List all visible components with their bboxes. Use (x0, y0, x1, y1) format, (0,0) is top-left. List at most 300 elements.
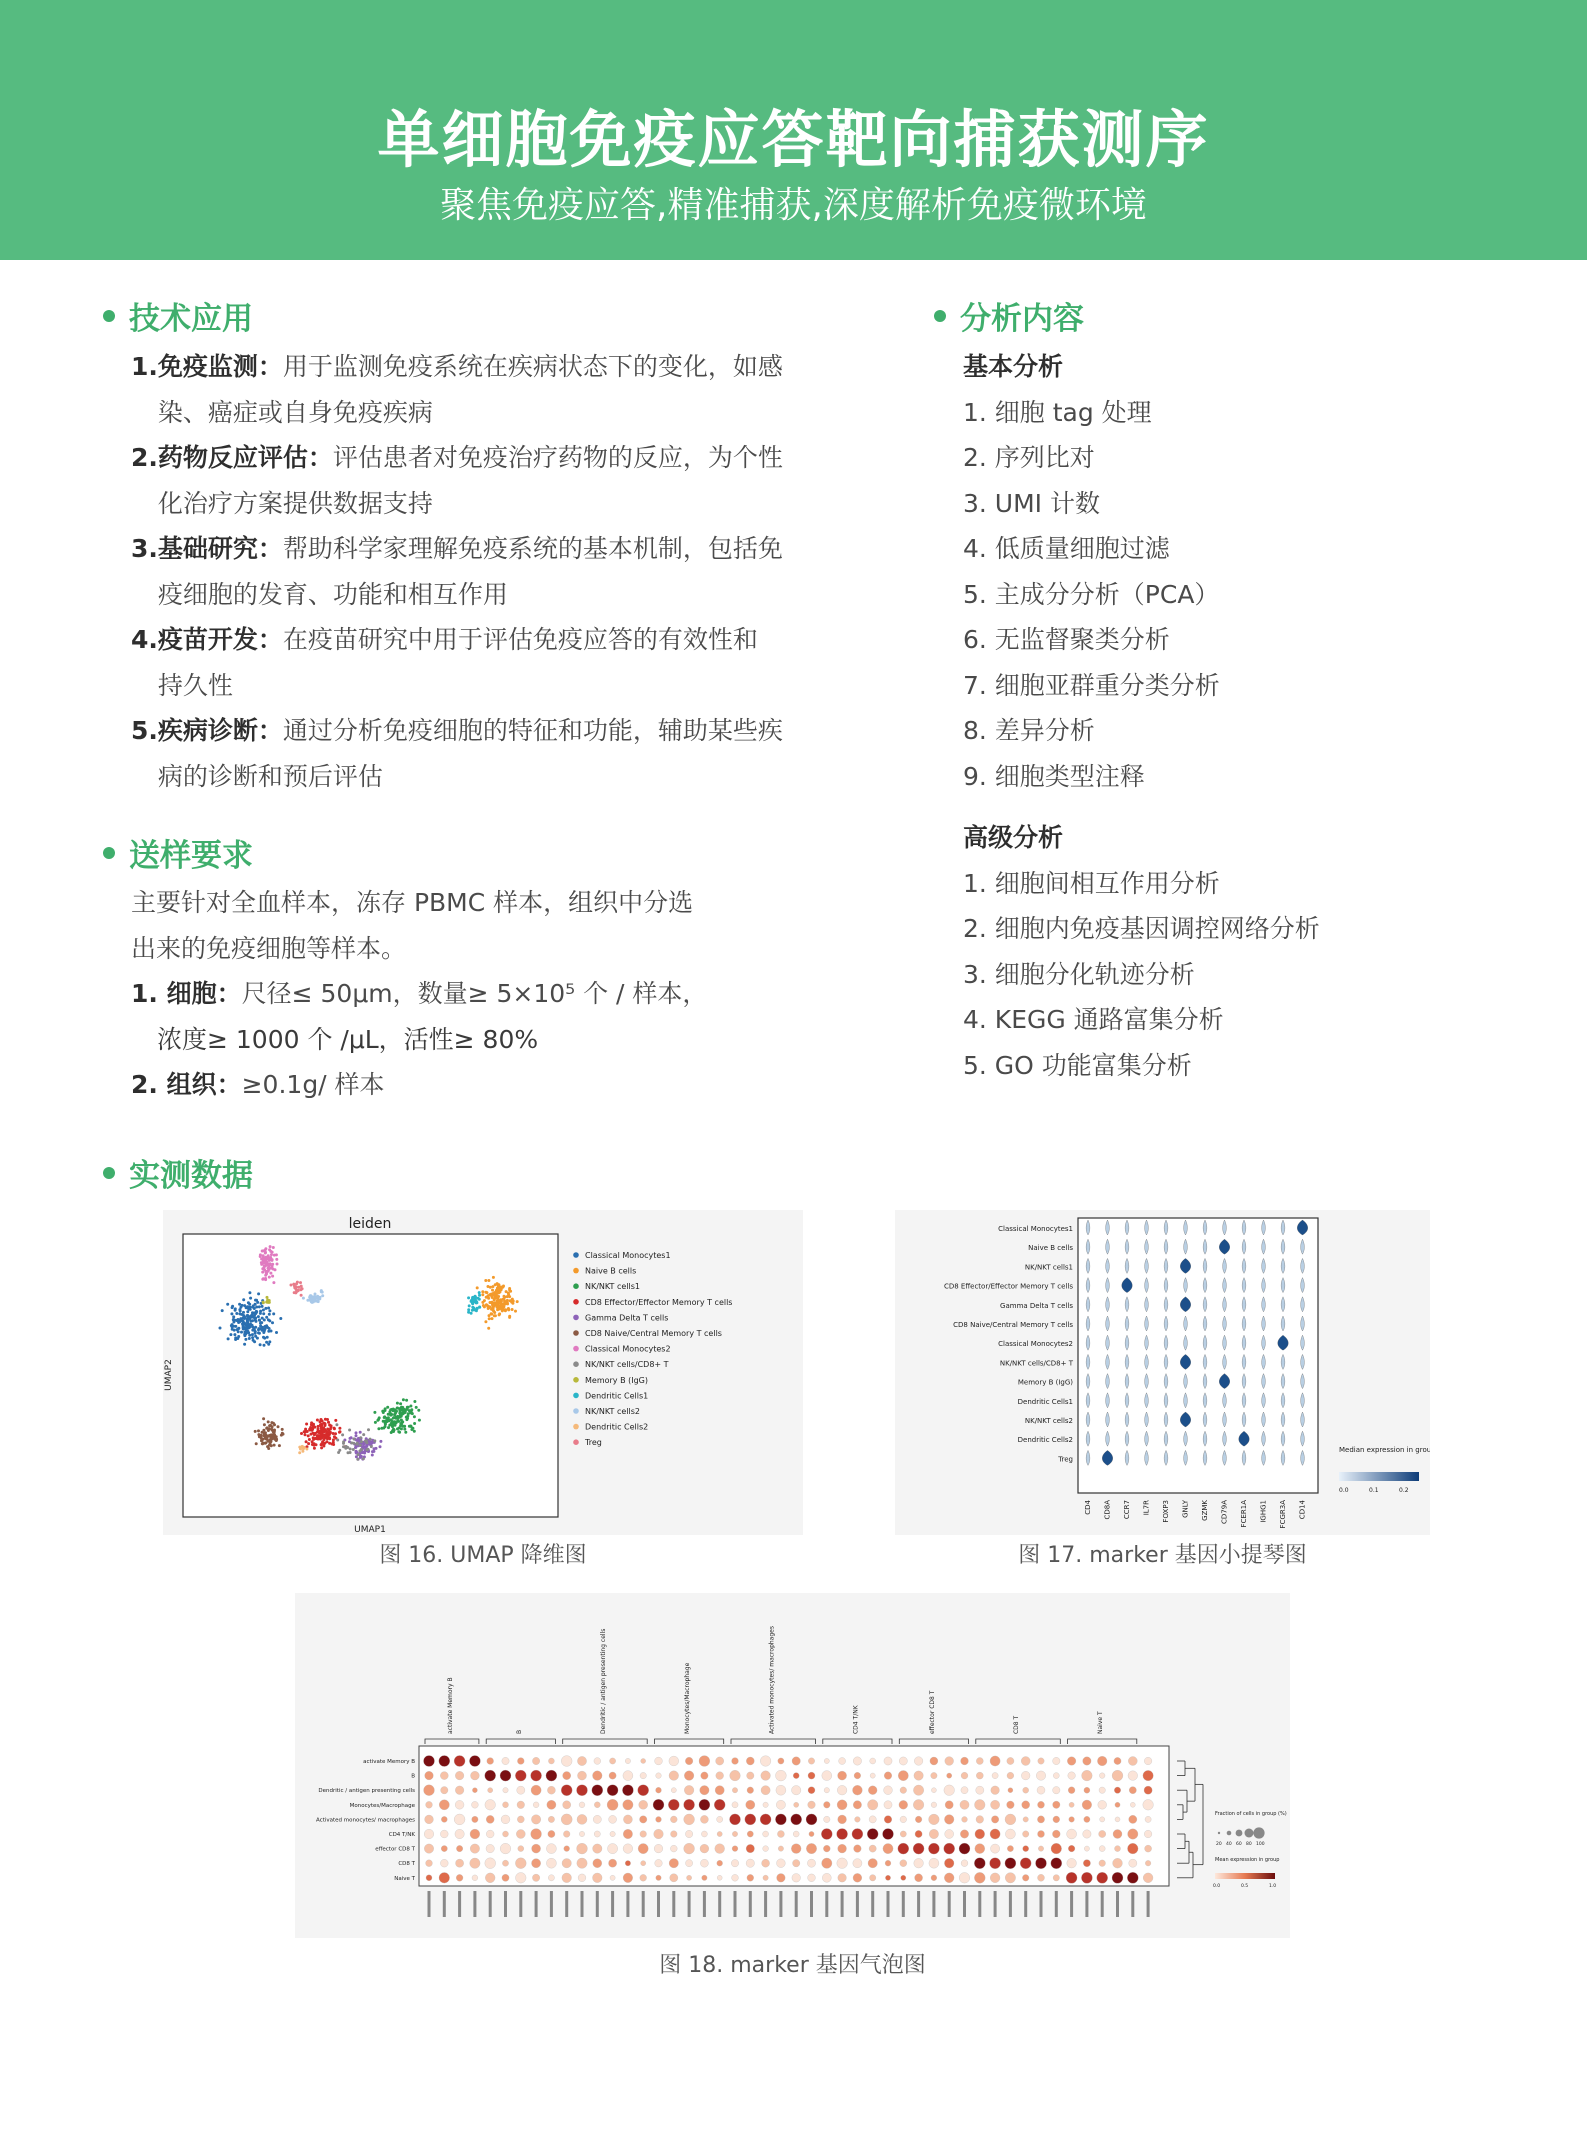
umap-cell-point (239, 1317, 242, 1320)
tech-item-key: 药物反应评估： (157, 443, 333, 472)
dotplot-bubble (670, 1845, 677, 1852)
dotplot-group-label: CD4 T/NK (852, 1705, 860, 1734)
dotplot-colorbar (1215, 1873, 1275, 1879)
dotplot-bubble (1100, 1817, 1105, 1822)
umap-cell-point (368, 1441, 371, 1444)
umap-cell-point (503, 1298, 506, 1301)
dotplot-bubble (885, 1860, 891, 1866)
dotplot-bubble (778, 1758, 784, 1764)
dotplot-bubble (517, 1758, 524, 1765)
umap-cell-point (402, 1398, 405, 1401)
tech-item-key: 基础研究： (157, 534, 283, 563)
dotplot-bubble (485, 1800, 496, 1811)
dotplot-gene-label-mark (779, 1891, 782, 1917)
dotplot-gene-label-mark (963, 1891, 966, 1917)
umap-cell-point (478, 1294, 481, 1297)
umap-cell-point (353, 1438, 356, 1441)
dotplot-bubble (623, 1771, 633, 1781)
umap-cell-point (359, 1436, 362, 1439)
dotplot-bubble (593, 1815, 601, 1823)
violin-plot (895, 1210, 1430, 1535)
dotplot-bubble (1053, 1757, 1060, 1764)
umap-cell-point (329, 1428, 332, 1431)
dotplot-gene-label-mark (887, 1891, 890, 1917)
umap-cell-point (349, 1448, 352, 1451)
dotplot-bubble (699, 1756, 710, 1767)
umap-cell-point (322, 1443, 325, 1446)
page-subtitle: 聚焦免疫应答,精准捕获,深度解析免疫微环境 (440, 185, 1147, 226)
umap-cell-point (270, 1428, 273, 1431)
dotplot-bubble (914, 1757, 923, 1766)
umap-cell-point (304, 1433, 307, 1436)
dotplot-bubble (700, 1844, 709, 1853)
dotplot-bubble (456, 1874, 463, 1881)
dotplot-bubble (763, 1875, 768, 1880)
dotplot-bubble (594, 1802, 600, 1808)
umap-cell-point (487, 1327, 490, 1330)
umap-cell-point (257, 1292, 260, 1295)
dotplot-bubble (763, 1802, 768, 1807)
dotplot-bubble (426, 1860, 433, 1867)
umap-cell-point (262, 1249, 265, 1252)
dotplot-gene-label-mark (519, 1891, 522, 1917)
dotplot-bubble (640, 1831, 647, 1838)
dotplot-bubble (868, 1800, 878, 1810)
umap-cell-point (359, 1444, 362, 1447)
dotplot (295, 1593, 1290, 1938)
dotplot-colorbar-tick: 0.0 (1213, 1884, 1221, 1889)
basic-analysis-title: 基本分析 (963, 352, 1064, 381)
umap-cell-point (294, 1291, 297, 1294)
dotplot-bubble (1145, 1816, 1151, 1822)
umap-cell-point (403, 1428, 406, 1431)
umap-cell-point (240, 1331, 243, 1334)
dotplot-size-legend-tick: 60 (1236, 1842, 1242, 1847)
dotplot-bubble (700, 1859, 708, 1867)
dotplot-bubble (1145, 1845, 1152, 1852)
dotplot-bubble (1129, 1787, 1136, 1794)
dotplot-bubble (731, 1860, 738, 1867)
dotplot-bubble (656, 1817, 662, 1823)
violin-row-label: Classical Monocytes2 (998, 1340, 1073, 1349)
dotplot-bubble (1069, 1817, 1075, 1823)
umap-cell-point (267, 1447, 270, 1450)
dotplot-bubble (1114, 1757, 1121, 1764)
umap-cell-point (243, 1304, 246, 1307)
dotplot-gene-label-mark (795, 1891, 798, 1917)
umap-cell-point (493, 1297, 496, 1300)
dotplot-gene-label-mark (642, 1891, 645, 1917)
umap-cell-point (321, 1294, 324, 1297)
dotplot-bubble (485, 1858, 496, 1869)
dotplot-bubble (884, 1816, 892, 1824)
dotplot-group-bracket (1068, 1739, 1137, 1744)
umap-cell-point (265, 1270, 268, 1273)
basic-analysis-item: 8. 差异分析 (963, 716, 1095, 745)
umap-cell-point (268, 1327, 271, 1330)
dotplot-bubble (1068, 1787, 1075, 1794)
umap-cell-point (268, 1313, 271, 1316)
dotplot-bubble (1130, 1802, 1135, 1807)
dotplot-bubble (623, 1829, 632, 1838)
dotplot-bubble (515, 1858, 526, 1869)
umap-legend-swatch (573, 1439, 579, 1445)
umap-cell-point (468, 1304, 471, 1307)
dotplot-gene-label-mark (596, 1891, 599, 1917)
violin-colorbar-tick: 0.0 (1339, 1487, 1349, 1494)
dotplot-bubble (517, 1786, 525, 1794)
umap-legend-label: Dendritic Cells2 (585, 1422, 649, 1432)
umap-cell-point (239, 1309, 242, 1312)
umap-cell-point (511, 1308, 514, 1311)
dotplot-bubble (1112, 1872, 1123, 1883)
dotplot-bubble (547, 1800, 556, 1809)
umap-cell-point (379, 1445, 382, 1448)
umap-cell-point (259, 1343, 262, 1346)
dotplot-group-bracket (731, 1739, 816, 1744)
dotplot-row-label: CD4 T/NK (388, 1832, 415, 1838)
dotplot-bubble (746, 1800, 755, 1809)
umap-cell-point (275, 1258, 278, 1261)
tech-item-key: 免疫监测： (157, 352, 283, 381)
dotplot-bubble (1083, 1830, 1091, 1838)
umap-cell-point (281, 1428, 284, 1431)
umap-cell-point (271, 1321, 274, 1324)
dotplot-bubble (913, 1785, 923, 1795)
dotplot-bubble (548, 1830, 555, 1837)
umap-cell-point (413, 1400, 416, 1403)
dotplot-bubble (577, 1843, 588, 1854)
dotplot-bubble (1005, 1873, 1015, 1883)
umap-cell-point (369, 1438, 372, 1441)
umap-cell-point (500, 1286, 503, 1289)
dotplot-bubble (440, 1772, 448, 1780)
umap-cell-point (250, 1324, 253, 1327)
dotplot-bubble (793, 1831, 799, 1837)
umap-cell-point (342, 1445, 345, 1448)
dotplot-bubble (639, 1800, 648, 1809)
violin-legend-title: Median expression in group (1339, 1446, 1430, 1454)
dotplot-bubble (792, 1874, 801, 1883)
tech-item (131, 526, 851, 617)
dotplot-bubble (915, 1874, 923, 1882)
dotplot-bubble (669, 1859, 678, 1868)
dotplot-bubble (747, 1831, 753, 1837)
umap-cell-point (303, 1430, 306, 1433)
umap-cell-point (254, 1303, 257, 1306)
umap-cell-point (355, 1434, 358, 1437)
dotplot-gene-label-mark (749, 1891, 752, 1917)
dotplot-bubble (594, 1758, 601, 1765)
sample-cell-item (131, 971, 851, 1017)
dotplot-bubble (486, 1844, 494, 1852)
dotplot-bubble (546, 1770, 557, 1781)
umap-cell-point (506, 1299, 509, 1302)
dotplot-bubble (824, 1788, 829, 1793)
umap-cell-point (311, 1423, 314, 1426)
dotplot-bubble (656, 1773, 662, 1779)
section-heading-text: 实测数据 (129, 1158, 253, 1194)
dotplot-bubble (486, 1830, 494, 1838)
dotplot-bubble (669, 1771, 679, 1781)
umap-cell-point (330, 1424, 333, 1427)
umap-cell-point (382, 1420, 385, 1423)
umap-legend-label: Gamma Delta T cells (585, 1313, 669, 1323)
umap-cell-point (387, 1426, 390, 1429)
dotplot-size-legend-tick: 80 (1246, 1842, 1252, 1847)
umap-cell-point (278, 1444, 281, 1447)
dotplot-gene-label-mark (764, 1891, 767, 1917)
umap-cell-point (483, 1299, 486, 1302)
dotplot-gene-label-mark (672, 1891, 675, 1917)
umap-cell-point (266, 1296, 269, 1299)
umap-cell-point (492, 1310, 495, 1313)
violin-gene-label: CD4 (1084, 1500, 1092, 1515)
dotplot-bubble (732, 1831, 737, 1836)
dotplot-bubble (732, 1802, 738, 1808)
umap-legend-swatch (573, 1252, 579, 1258)
dotplot-bubble (1068, 1772, 1076, 1780)
dotplot-bubble (839, 1758, 846, 1765)
tech-item-text-cont: 染、癌症或自身免疫疾病 (157, 397, 433, 427)
umap-cell-point (410, 1411, 413, 1414)
dotplot-bubble (747, 1787, 754, 1794)
dotplot-bubble (854, 1845, 862, 1853)
violin-gene-label: FOXP3 (1162, 1500, 1170, 1523)
umap-cell-point (302, 1297, 305, 1300)
dotplot-bubble (1082, 1770, 1093, 1781)
dotplot-bubble (454, 1756, 465, 1767)
umap-cell-point (332, 1443, 335, 1446)
umap-cell-point (373, 1447, 376, 1450)
dotplot-legend (1213, 1811, 1287, 1889)
umap-cell-point (508, 1315, 511, 1318)
basic-analysis-item: 5. 主成分分析（PCA） (963, 579, 1220, 609)
figure-17-caption: 图 17. marker 基因小提琴图 (1018, 1543, 1307, 1568)
dotplot-gene-label-mark (489, 1891, 492, 1917)
umap-cell-point (230, 1312, 233, 1315)
dotplot-gene-label-mark (948, 1891, 951, 1917)
umap-cell-point (328, 1442, 331, 1445)
dotplot-bubble (961, 1757, 969, 1765)
umap-cell-point (265, 1437, 268, 1440)
umap-cell-point (481, 1290, 484, 1293)
dotplot-colorbar-tick: 0.5 (1241, 1884, 1249, 1889)
tech-item-number: 2. (131, 443, 158, 472)
dotplot-bubble (488, 1788, 493, 1793)
umap-cell-point (328, 1437, 331, 1440)
umap-cell-point (234, 1309, 237, 1312)
dotplot-bubble (777, 1874, 786, 1883)
dotplot-gene-label-mark (581, 1891, 584, 1917)
umap-cell-point (501, 1308, 504, 1311)
umap-cell-point (478, 1298, 481, 1301)
umap-cell-point (261, 1305, 264, 1308)
dotplot-bubble (625, 1861, 630, 1866)
dotplot-bubble (684, 1785, 694, 1795)
dotplot-gene-label-mark (473, 1891, 476, 1917)
dotplot-bubble (883, 1844, 893, 1854)
umap-cell-point (511, 1302, 514, 1305)
dotplot-bubble (929, 1858, 939, 1868)
dotplot-figure (295, 1593, 1290, 1938)
dotplot-bubble (853, 1785, 863, 1795)
dotplot-bubble (641, 1861, 646, 1866)
umap-cell-point (417, 1409, 420, 1412)
dotplot-bubble (1067, 1757, 1076, 1766)
tech-item-key: 疫苗开发： (157, 625, 283, 654)
umap-cell-point (357, 1453, 360, 1456)
dotplot-bubble (959, 1873, 970, 1884)
umap-cell-point (327, 1421, 330, 1424)
dotplot-bubble (1143, 1800, 1154, 1811)
dotplot-bubble (837, 1829, 848, 1840)
dotplot-bubble (976, 1786, 984, 1794)
umap-cell-point (496, 1287, 499, 1290)
dotplot-bubble (532, 1874, 539, 1881)
dotplot-gene-label-mark (994, 1891, 997, 1917)
dotplot-bubble (578, 1771, 587, 1780)
umap-cell-point (249, 1297, 252, 1300)
dotplot-bubble (777, 1859, 786, 1868)
umap-cell-point (273, 1423, 276, 1426)
umap-cell-point (487, 1279, 490, 1282)
dotplot-bubble (441, 1816, 447, 1822)
dotplot-bubble (808, 1758, 814, 1764)
dotplot-bubble (913, 1800, 924, 1811)
dotplot-bubble (1008, 1788, 1013, 1793)
dotplot-group-bracket (425, 1739, 479, 1744)
violin-row-label: Treg (1058, 1455, 1073, 1464)
umap-legend-label: NK/NKT cells1 (585, 1282, 640, 1292)
figure-16-caption: 图 16. UMAP 降维图 (379, 1543, 587, 1568)
umap-cell-point (244, 1332, 247, 1335)
dotplot-bubble (898, 1843, 909, 1854)
dotplot-bubble (1128, 1829, 1138, 1839)
dotplot-bubble (548, 1816, 554, 1822)
dotplot-bubble (1036, 1771, 1045, 1780)
dotplot-bubble (763, 1831, 769, 1837)
umap-cell-point (488, 1314, 491, 1317)
umap-cell-point (317, 1428, 320, 1431)
dotplot-bubble (531, 1829, 542, 1840)
umap-cell-point (258, 1319, 261, 1322)
dotplot-bubble (610, 1875, 615, 1880)
dotplot-bubble (561, 1756, 572, 1767)
umap-cell-point (268, 1301, 271, 1304)
dotplot-bubble (1023, 1831, 1029, 1837)
dotplot-bubble (671, 1831, 678, 1838)
dotplot-bubble (838, 1874, 847, 1883)
umap-cell-point (269, 1272, 272, 1275)
dotplot-bubble (656, 1787, 662, 1793)
dotplot-bubble (426, 1801, 433, 1808)
umap-cell-point (485, 1303, 488, 1306)
umap-cell-point (405, 1399, 408, 1402)
dotplot-bubble (716, 1772, 724, 1780)
dotplot-dendrogram (1177, 1761, 1203, 1878)
umap-cell-point (272, 1246, 275, 1249)
section-heading-text: 送样要求 (129, 838, 253, 874)
umap-cell-point (348, 1429, 351, 1432)
dotplot-bubble (548, 1875, 554, 1881)
dotplot-size-legend-dot (1245, 1829, 1254, 1838)
dotplot-group-label: CD8 T (1013, 1715, 1021, 1734)
dotplot-bubble (1038, 1846, 1043, 1851)
dotplot-bubble (654, 1844, 663, 1853)
dotplot-bubble (564, 1846, 570, 1852)
umap-cell-point (314, 1437, 317, 1440)
umap-cell-point (377, 1418, 380, 1421)
umap-cell-point (374, 1421, 377, 1424)
dotplot-bubble (929, 1814, 940, 1825)
dotplot-bubble (959, 1843, 970, 1854)
dotplot-bubble (717, 1831, 722, 1836)
umap-legend-label: CD8 Effector/Effector Memory T cells (585, 1297, 733, 1307)
dotplot-bubble (823, 1845, 830, 1852)
dotplot-bubble (623, 1844, 633, 1854)
umap-cell-point (402, 1425, 405, 1428)
umap-cell-point (251, 1333, 254, 1336)
umap-cell-point (246, 1314, 249, 1317)
violin-gene-label: CD14 (1298, 1500, 1307, 1520)
dotplot-bubble (792, 1757, 800, 1765)
dotplot-bubble (1115, 1802, 1120, 1807)
dotplot-bubble (899, 1757, 907, 1765)
umap-cell-point (251, 1311, 254, 1314)
dotplot-bubble (1082, 1800, 1092, 1810)
umap-cell-point (275, 1439, 278, 1442)
umap-cell-point (300, 1285, 303, 1288)
umap-cell-point (245, 1324, 248, 1327)
dotplot-size-legend-tick: 40 (1226, 1842, 1232, 1847)
dotplot-group-bracket (655, 1739, 724, 1744)
dotplot-bubble (824, 1802, 831, 1809)
dotplot-bubble (853, 1757, 861, 1765)
umap-cell-point (490, 1313, 493, 1316)
dotplot-bubble (577, 1858, 587, 1868)
dotplot-bubble (609, 1772, 616, 1779)
dotplot-bubble (1129, 1859, 1137, 1867)
umap-cell-point (262, 1301, 265, 1304)
violin-figure (895, 1210, 1430, 1535)
umap-cell-point (270, 1253, 273, 1256)
dotplot-bubble (1053, 1816, 1060, 1823)
umap-cell-point (242, 1298, 245, 1301)
dotplot-bubble (700, 1815, 708, 1823)
section-heading-text: 分析内容 (960, 301, 1084, 337)
dotplot-bubble (792, 1786, 801, 1795)
umap-cell-point (246, 1321, 249, 1324)
dotplot-bubble (594, 1831, 600, 1837)
dotplot-bubble (638, 1844, 648, 1854)
umap-legend-label: Naive B cells (585, 1266, 637, 1276)
umap-legend-swatch (573, 1393, 579, 1399)
dotplot-bubble (1145, 1860, 1151, 1866)
umap-cell-point (389, 1414, 392, 1417)
dotplot-row-label: Monocytes/Macrophage (349, 1802, 415, 1809)
dotplot-gene-label-mark (1147, 1891, 1150, 1917)
umap-ylabel: UMAP2 (164, 1359, 174, 1391)
dotplot-bubble (990, 1756, 1000, 1766)
umap-cell-point (265, 1341, 268, 1344)
sample-intro-line: 主要针对全血样本，冻存 PBMC 样本，组织中分选 (131, 888, 694, 917)
umap-cell-point (400, 1421, 403, 1424)
dotplot-gene-label-mark (1040, 1891, 1043, 1917)
dotplot-bubble (684, 1771, 694, 1781)
dotplot-bubble (640, 1816, 647, 1823)
umap-cell-point (415, 1406, 418, 1409)
